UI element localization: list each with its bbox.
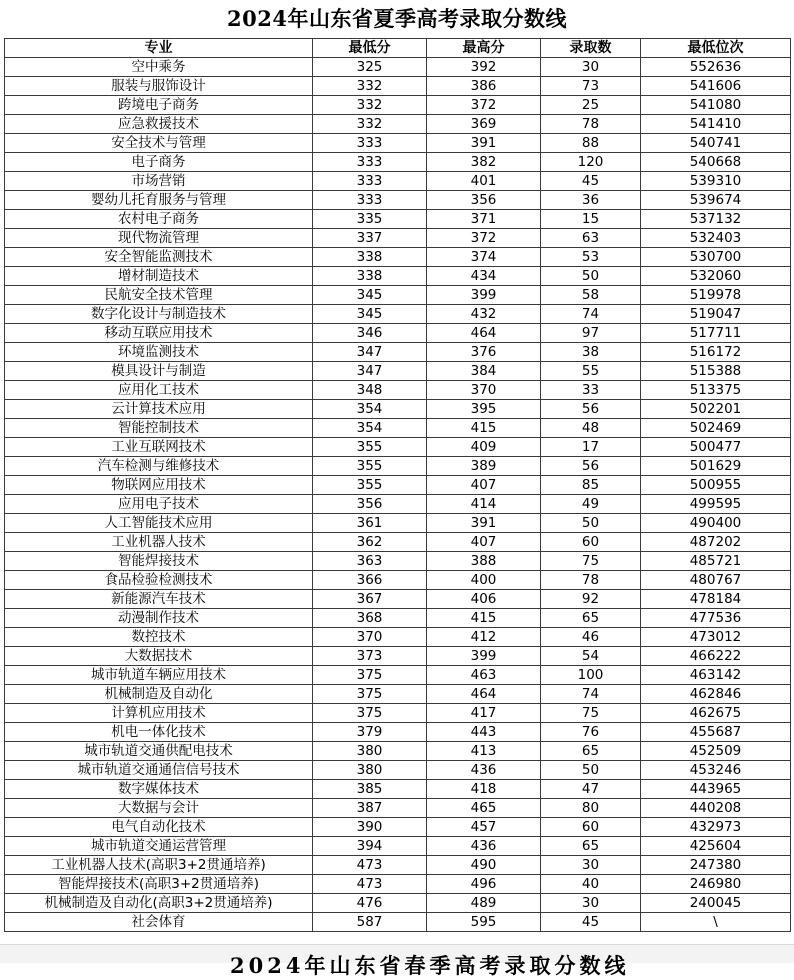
cell-min-score: 332 — [313, 77, 427, 96]
cell-min-score: 366 — [313, 571, 427, 590]
cell-min-rank: 500477 — [641, 438, 791, 457]
header-min-rank: 最低位次 — [641, 39, 791, 58]
cell-max-score: 406 — [427, 590, 541, 609]
cell-major: 智能控制技术 — [5, 419, 313, 438]
cell-min-rank: 502469 — [641, 419, 791, 438]
cell-major: 婴幼儿托育服务与管理 — [5, 191, 313, 210]
table-row — [5, 875, 791, 894]
cell-admitted-count: 100 — [541, 666, 641, 685]
cell-min-score: 375 — [313, 666, 427, 685]
cell-major: 市场营销 — [5, 172, 313, 191]
cell-min-score: 348 — [313, 381, 427, 400]
cell-max-score: 382 — [427, 153, 541, 172]
cell-admitted-count: 50 — [541, 514, 641, 533]
cell-min-score: 370 — [313, 628, 427, 647]
table-row — [5, 723, 791, 742]
cell-max-score: 489 — [427, 894, 541, 913]
cell-admitted-count: 54 — [541, 647, 641, 666]
cell-major: 汽车检测与维修技术 — [5, 457, 313, 476]
table-body — [5, 58, 791, 932]
cell-max-score: 391 — [427, 134, 541, 153]
cell-max-score: 371 — [427, 210, 541, 229]
cell-min-rank: 443965 — [641, 780, 791, 799]
cell-admitted-count: 56 — [541, 457, 641, 476]
cell-min-score: 362 — [313, 533, 427, 552]
table-row — [5, 400, 791, 419]
cell-min-rank: 540668 — [641, 153, 791, 172]
cell-min-score: 335 — [313, 210, 427, 229]
cell-max-score: 417 — [427, 704, 541, 723]
cell-min-rank: 517711 — [641, 324, 791, 343]
table-row — [5, 419, 791, 438]
cell-admitted-count: 65 — [541, 837, 641, 856]
table-row — [5, 837, 791, 856]
cell-min-rank: 478184 — [641, 590, 791, 609]
cell-admitted-count: 73 — [541, 77, 641, 96]
cell-min-rank: 247380 — [641, 856, 791, 875]
cell-major: 电子商务 — [5, 153, 313, 172]
cell-min-rank: 473012 — [641, 628, 791, 647]
cell-min-score: 380 — [313, 742, 427, 761]
cell-admitted-count: 120 — [541, 153, 641, 172]
cell-min-rank: 440208 — [641, 799, 791, 818]
cell-min-score: 380 — [313, 761, 427, 780]
cell-admitted-count: 30 — [541, 894, 641, 913]
cell-major: 民航安全技术管理 — [5, 286, 313, 305]
page-title: 2024年山东省夏季高考录取分数线 — [227, 6, 567, 31]
cell-min-score: 355 — [313, 457, 427, 476]
cell-min-rank: 515388 — [641, 362, 791, 381]
cell-min-score: 379 — [313, 723, 427, 742]
cell-min-rank: 453246 — [641, 761, 791, 780]
table-row — [5, 533, 791, 552]
cell-admitted-count: 76 — [541, 723, 641, 742]
cell-min-rank: 499595 — [641, 495, 791, 514]
cell-min-score: 375 — [313, 704, 427, 723]
cell-major: 电气自动化技术 — [5, 818, 313, 837]
cell-admitted-count: 45 — [541, 172, 641, 191]
cell-max-score: 372 — [427, 96, 541, 115]
cell-min-rank: 540741 — [641, 134, 791, 153]
table-row — [5, 856, 791, 875]
cell-min-rank: 452509 — [641, 742, 791, 761]
cell-min-score: 347 — [313, 343, 427, 362]
cell-min-score: 363 — [313, 552, 427, 571]
table-row — [5, 324, 791, 343]
cell-admitted-count: 74 — [541, 685, 641, 704]
cell-admitted-count: 50 — [541, 761, 641, 780]
cell-major: 移动互联应用技术 — [5, 324, 313, 343]
cell-min-score: 387 — [313, 799, 427, 818]
cell-admitted-count: 65 — [541, 742, 641, 761]
cell-min-rank: 502201 — [641, 400, 791, 419]
cell-major: 计算机应用技术 — [5, 704, 313, 723]
cell-min-rank: 532060 — [641, 267, 791, 286]
cell-major: 数字化设计与制造技术 — [5, 305, 313, 324]
cell-max-score: 464 — [427, 685, 541, 704]
cell-max-score: 465 — [427, 799, 541, 818]
header-min-score: 最低分 — [313, 39, 427, 58]
admission-score-table — [4, 38, 791, 932]
table-row — [5, 286, 791, 305]
table-row — [5, 210, 791, 229]
cell-min-rank: 500955 — [641, 476, 791, 495]
table-row — [5, 343, 791, 362]
table-row — [5, 191, 791, 210]
cell-admitted-count: 45 — [541, 913, 641, 932]
cell-major: 城市轨道交通供配电技术 — [5, 742, 313, 761]
cell-max-score: 389 — [427, 457, 541, 476]
cell-min-rank: 537132 — [641, 210, 791, 229]
table-row — [5, 96, 791, 115]
cell-major: 智能焊接技术(高职3+2贯通培养) — [5, 875, 313, 894]
table-row — [5, 248, 791, 267]
cell-major: 应用化工技术 — [5, 381, 313, 400]
cell-major: 城市轨道车辆应用技术 — [5, 666, 313, 685]
cell-min-rank: 466222 — [641, 647, 791, 666]
cell-min-score: 347 — [313, 362, 427, 381]
cell-max-score: 463 — [427, 666, 541, 685]
cell-admitted-count: 40 — [541, 875, 641, 894]
cell-max-score: 391 — [427, 514, 541, 533]
cell-min-score: 390 — [313, 818, 427, 837]
cell-min-rank: 432973 — [641, 818, 791, 837]
cell-min-rank: 240045 — [641, 894, 791, 913]
cell-min-score: 337 — [313, 229, 427, 248]
cell-max-score: 432 — [427, 305, 541, 324]
table-row — [5, 514, 791, 533]
cell-min-score: 354 — [313, 419, 427, 438]
cell-admitted-count: 60 — [541, 818, 641, 837]
cell-max-score: 415 — [427, 609, 541, 628]
cell-min-score: 476 — [313, 894, 427, 913]
table-row — [5, 818, 791, 837]
cell-major: 应用电子技术 — [5, 495, 313, 514]
cell-admitted-count: 60 — [541, 533, 641, 552]
cell-max-score: 386 — [427, 77, 541, 96]
cell-max-score: 418 — [427, 780, 541, 799]
table-row — [5, 438, 791, 457]
cell-major: 农村电子商务 — [5, 210, 313, 229]
cell-admitted-count: 33 — [541, 381, 641, 400]
cell-min-score: 394 — [313, 837, 427, 856]
cell-max-score: 443 — [427, 723, 541, 742]
cell-major: 应急救援技术 — [5, 115, 313, 134]
table-row — [5, 666, 791, 685]
cell-major: 环境监测技术 — [5, 343, 313, 362]
cell-max-score: 395 — [427, 400, 541, 419]
cell-admitted-count: 30 — [541, 58, 641, 77]
table-row — [5, 58, 791, 77]
cell-min-score: 473 — [313, 856, 427, 875]
cell-min-score: 333 — [313, 153, 427, 172]
table-row — [5, 381, 791, 400]
table-row — [5, 685, 791, 704]
cell-major: 数控技术 — [5, 628, 313, 647]
cell-major: 服装与服饰设计 — [5, 77, 313, 96]
cell-min-rank: 519047 — [641, 305, 791, 324]
table-row — [5, 742, 791, 761]
cell-major: 新能源汽车技术 — [5, 590, 313, 609]
cell-major: 空中乘务 — [5, 58, 313, 77]
table-row — [5, 115, 791, 134]
cell-max-score: 372 — [427, 229, 541, 248]
cell-max-score: 369 — [427, 115, 541, 134]
cell-max-score: 400 — [427, 571, 541, 590]
cell-min-score: 345 — [313, 286, 427, 305]
cell-max-score: 370 — [427, 381, 541, 400]
cell-max-score: 392 — [427, 58, 541, 77]
cell-admitted-count: 63 — [541, 229, 641, 248]
cell-max-score: 413 — [427, 742, 541, 761]
table-row — [5, 628, 791, 647]
cell-max-score: 415 — [427, 419, 541, 438]
table-row — [5, 780, 791, 799]
cell-min-rank: 462675 — [641, 704, 791, 723]
cell-min-score: 355 — [313, 438, 427, 457]
cell-max-score: 409 — [427, 438, 541, 457]
cell-min-score: 338 — [313, 267, 427, 286]
table-row — [5, 590, 791, 609]
table-row — [5, 571, 791, 590]
cell-admitted-count: 17 — [541, 438, 641, 457]
cell-admitted-count: 78 — [541, 571, 641, 590]
cell-admitted-count: 58 — [541, 286, 641, 305]
cell-min-rank: 541410 — [641, 115, 791, 134]
cell-max-score: 436 — [427, 761, 541, 780]
cell-max-score: 496 — [427, 875, 541, 894]
header-major: 专业 — [5, 39, 313, 58]
cell-min-score: 325 — [313, 58, 427, 77]
cell-min-rank: 490400 — [641, 514, 791, 533]
table-row — [5, 704, 791, 723]
cell-admitted-count: 38 — [541, 343, 641, 362]
cell-max-score: 490 — [427, 856, 541, 875]
cell-major: 动漫制作技术 — [5, 609, 313, 628]
cell-major: 人工智能技术应用 — [5, 514, 313, 533]
cell-min-rank: 246980 — [641, 875, 791, 894]
cell-admitted-count: 46 — [541, 628, 641, 647]
cell-max-score: 399 — [427, 286, 541, 305]
cell-major: 现代物流管理 — [5, 229, 313, 248]
cell-admitted-count: 15 — [541, 210, 641, 229]
cell-admitted-count: 48 — [541, 419, 641, 438]
cell-max-score: 412 — [427, 628, 541, 647]
cell-max-score: 414 — [427, 495, 541, 514]
cell-min-score: 346 — [313, 324, 427, 343]
cell-min-rank: 455687 — [641, 723, 791, 742]
table-row — [5, 495, 791, 514]
cell-major: 大数据技术 — [5, 647, 313, 666]
cell-admitted-count: 36 — [541, 191, 641, 210]
cell-min-rank: 519978 — [641, 286, 791, 305]
cell-major: 食品检验检测技术 — [5, 571, 313, 590]
cell-max-score: 374 — [427, 248, 541, 267]
next-section-title: 2024年山东省春季高考录取分数线 — [230, 953, 630, 978]
cell-min-rank: 462846 — [641, 685, 791, 704]
cell-max-score: 376 — [427, 343, 541, 362]
cell-major: 数字媒体技术 — [5, 780, 313, 799]
cell-max-score: 401 — [427, 172, 541, 191]
cell-min-score: 345 — [313, 305, 427, 324]
cell-major: 智能焊接技术 — [5, 552, 313, 571]
cell-min-rank: \ — [641, 913, 791, 932]
table-row — [5, 77, 791, 96]
cell-admitted-count: 88 — [541, 134, 641, 153]
cell-admitted-count: 49 — [541, 495, 641, 514]
table-row — [5, 609, 791, 628]
table-row — [5, 172, 791, 191]
cell-max-score: 457 — [427, 818, 541, 837]
table-row — [5, 153, 791, 172]
cell-major: 城市轨道交通通信信号技术 — [5, 761, 313, 780]
cell-max-score: 384 — [427, 362, 541, 381]
cell-major: 机械制造及自动化 — [5, 685, 313, 704]
cell-major: 增材制造技术 — [5, 267, 313, 286]
cell-max-score: 407 — [427, 533, 541, 552]
table-row — [5, 552, 791, 571]
cell-min-rank: 539674 — [641, 191, 791, 210]
cell-admitted-count: 25 — [541, 96, 641, 115]
cell-major: 模具设计与制造 — [5, 362, 313, 381]
cell-min-score: 354 — [313, 400, 427, 419]
cell-max-score: 464 — [427, 324, 541, 343]
cell-admitted-count: 55 — [541, 362, 641, 381]
table-row — [5, 267, 791, 286]
cell-major: 工业互联网技术 — [5, 438, 313, 457]
cell-min-rank: 485721 — [641, 552, 791, 571]
table-row — [5, 229, 791, 248]
table-row — [5, 799, 791, 818]
table-row — [5, 457, 791, 476]
cell-min-rank: 541606 — [641, 77, 791, 96]
cell-min-score: 385 — [313, 780, 427, 799]
cell-major: 安全技术与管理 — [5, 134, 313, 153]
table-row — [5, 305, 791, 324]
cell-min-score: 375 — [313, 685, 427, 704]
cell-min-score: 338 — [313, 248, 427, 267]
cell-min-rank: 487202 — [641, 533, 791, 552]
cell-admitted-count: 74 — [541, 305, 641, 324]
cell-admitted-count: 78 — [541, 115, 641, 134]
cell-min-rank: 480767 — [641, 571, 791, 590]
cell-admitted-count: 30 — [541, 856, 641, 875]
cell-min-rank: 552636 — [641, 58, 791, 77]
table-row — [5, 362, 791, 381]
cell-min-score: 356 — [313, 495, 427, 514]
cell-admitted-count: 53 — [541, 248, 641, 267]
table-header-row — [5, 39, 791, 58]
cell-major: 城市轨道交通运营管理 — [5, 837, 313, 856]
cell-admitted-count: 56 — [541, 400, 641, 419]
cell-major: 跨境电子商务 — [5, 96, 313, 115]
cell-major: 机电一体化技术 — [5, 723, 313, 742]
cell-major: 安全智能监测技术 — [5, 248, 313, 267]
cell-min-score: 373 — [313, 647, 427, 666]
header-max-score: 最高分 — [427, 39, 541, 58]
cell-major: 机械制造及自动化(高职3+2贯通培养) — [5, 894, 313, 913]
cell-min-rank: 425604 — [641, 837, 791, 856]
cell-admitted-count: 47 — [541, 780, 641, 799]
cell-min-rank: 513375 — [641, 381, 791, 400]
cell-admitted-count: 65 — [541, 609, 641, 628]
cell-admitted-count: 75 — [541, 552, 641, 571]
cell-min-rank: 532403 — [641, 229, 791, 248]
cell-min-score: 355 — [313, 476, 427, 495]
cell-min-rank: 541080 — [641, 96, 791, 115]
cell-min-score: 367 — [313, 590, 427, 609]
table-row — [5, 761, 791, 780]
cell-max-score: 436 — [427, 837, 541, 856]
table-row — [5, 894, 791, 913]
cell-min-rank: 530700 — [641, 248, 791, 267]
table-row — [5, 647, 791, 666]
cell-max-score: 356 — [427, 191, 541, 210]
cell-max-score: 388 — [427, 552, 541, 571]
cell-major: 物联网应用技术 — [5, 476, 313, 495]
cell-min-score: 332 — [313, 96, 427, 115]
cell-min-rank: 539310 — [641, 172, 791, 191]
cell-admitted-count: 85 — [541, 476, 641, 495]
cell-major: 大数据与会计 — [5, 799, 313, 818]
cell-major: 社会体育 — [5, 913, 313, 932]
cell-min-rank: 501629 — [641, 457, 791, 476]
table-row — [5, 476, 791, 495]
cell-min-score: 333 — [313, 191, 427, 210]
cell-major: 云计算技术应用 — [5, 400, 313, 419]
header-admitted-count: 录取数 — [541, 39, 641, 58]
table-row — [5, 134, 791, 153]
cell-min-rank: 516172 — [641, 343, 791, 362]
cell-admitted-count: 80 — [541, 799, 641, 818]
cell-min-rank: 477536 — [641, 609, 791, 628]
cell-min-rank: 463142 — [641, 666, 791, 685]
table-row — [5, 913, 791, 932]
cell-min-score: 332 — [313, 115, 427, 134]
cell-major: 工业机器人技术(高职3+2贯通培养) — [5, 856, 313, 875]
cell-admitted-count: 92 — [541, 590, 641, 609]
cell-max-score: 407 — [427, 476, 541, 495]
cell-major: 工业机器人技术 — [5, 533, 313, 552]
cell-min-score: 473 — [313, 875, 427, 894]
cell-admitted-count: 50 — [541, 267, 641, 286]
cell-min-score: 368 — [313, 609, 427, 628]
cell-max-score: 595 — [427, 913, 541, 932]
cell-admitted-count: 75 — [541, 704, 641, 723]
cell-max-score: 399 — [427, 647, 541, 666]
cell-max-score: 434 — [427, 267, 541, 286]
cell-min-score: 361 — [313, 514, 427, 533]
cell-admitted-count: 97 — [541, 324, 641, 343]
cell-min-score: 333 — [313, 134, 427, 153]
cell-min-score: 587 — [313, 913, 427, 932]
cell-min-score: 333 — [313, 172, 427, 191]
